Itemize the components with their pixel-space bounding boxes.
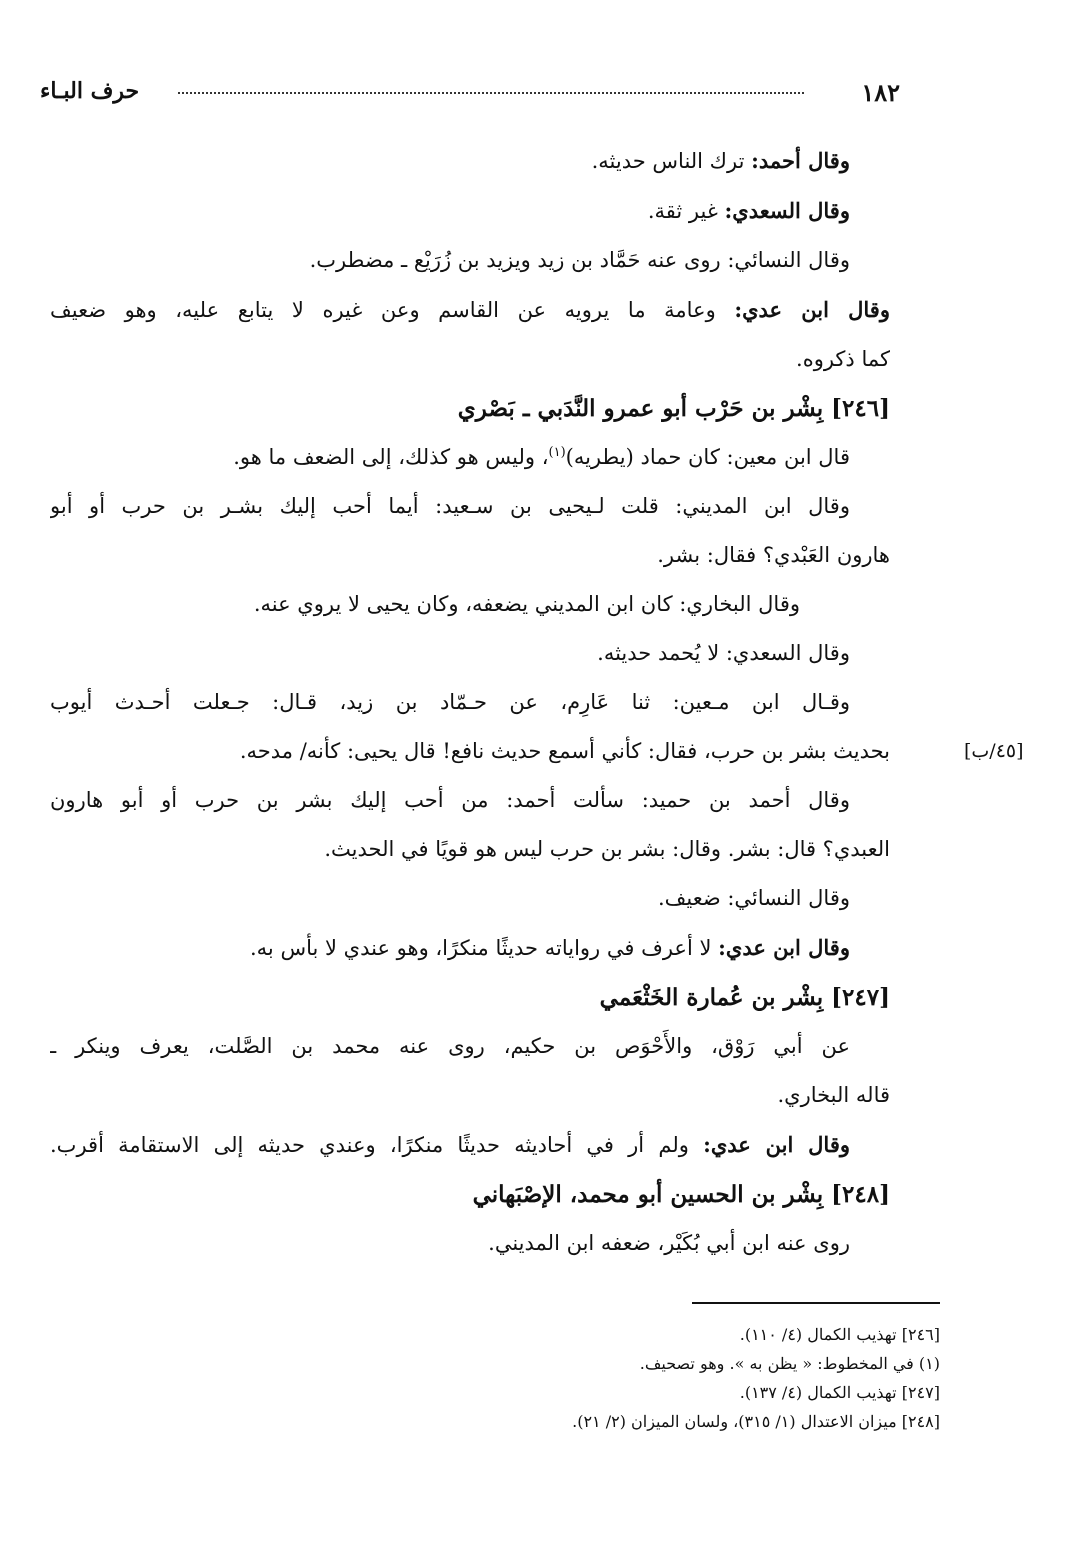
text-line: قاله البخاري. [777, 1083, 890, 1107]
text-line: وقال ابن عدي: لا أعرف في رواياته حديثًا منكرًا، وهو عندي لا بأس به. [250, 935, 850, 960]
text-line: وقال أحمد: ترك الناس حديثه. [591, 148, 850, 173]
margin-note: [٤٥/ب] [964, 740, 1024, 762]
text-line: وقال ابن عدي: وعامة ما يرويه عن القاسم وعن غيره لا يتابع عليه، وهو ضعيف [50, 297, 890, 322]
text-line: وقال ابن المديني: قلت لـيحيى بن سـعيد: أيما أحب إليك بشـر بن حرب أو أبو [50, 494, 850, 518]
entry-heading: [٢٤٧] بِشْر بن عُمارة الخَثْعَمي [599, 984, 890, 1011]
main-text [50, 136, 890, 1268]
text-line: وقال أحمد بن حميد: سألت أحمد: من أحب إليك بشر بن حرب أو أبو هارون [50, 788, 850, 812]
text-line: قال ابن معين: كان حماد (يطريه)$^{(١)}$، وليس هو كذلك، إلى الضعف ما هو. [233, 445, 850, 469]
footnote-marker: (١) [548, 445, 566, 460]
text-line: كما ذكروه. [796, 347, 890, 371]
text-line: بحديث بشر بن حرب، فقال: كأني أسمع حديث نافع! قال يحيى: كأنه/ مدحه. [239, 739, 890, 763]
footnote: [٢٤٨] ميزان الاعتدال (١/ ٣١٥)، ولسان الميزان (٢/ ٢١). [572, 1412, 940, 1431]
footnote: (١) في المخطوط: « يظن به ». وهو تصحيف. [639, 1354, 940, 1373]
entry-heading: [٢٤٨] بِشْر بن الحسين أبو محمد، الإصْبَهاني [472, 1181, 890, 1208]
text-line: هارون العَبْدي؟ فقال: بشر. [657, 543, 890, 567]
page-number: ١٨٢ [861, 78, 900, 107]
text-line: وقال النسائي: روى عنه حَمَّاد بن زيد ويزيد بن زُرَيْع ـ مضطرب. [309, 248, 850, 272]
entry-heading: [٢٤٦] بِشْر بن حَرْب أبو عمرو النَّدَبي ـ بَصْري [457, 395, 890, 422]
text-line: وقال السعدي: غير ثقة. [647, 198, 850, 223]
text-line: العبدي؟ قال: بشر. وقال: بشر بن حرب ليس هو قويًا في الحديث. [324, 837, 890, 861]
text-line: وقال النسائي: ضعيف. [657, 886, 850, 910]
footnote: [٢٤٧] تهذيب الكمال (٤/ ١٣٧). [739, 1383, 940, 1402]
footnote: [٢٤٦] تهذيب الكمال (٤/ ١١٠). [739, 1325, 940, 1344]
footnotes [140, 1320, 940, 1436]
text-line: وقال ابن عدي: ولم أر في أحاديثه حديثًا منكرًا، وعندي حديثه إلى الاستقامة أقرب. [50, 1132, 850, 1157]
footnote-separator [692, 1302, 940, 1304]
text-line: روى عنه ابن أبي بُكَيْر، ضعفه ابن المديني. [488, 1231, 850, 1255]
page-header [40, 78, 900, 108]
running-title: حرف البـاء [40, 78, 140, 104]
text-line: وقال البخاري: كان ابن المديني يضعفه، وكان يحيى لا يروي عنه. [253, 592, 800, 616]
text-line: عن أبي رَوْق، والأَحْوَص بن حكيم، روى عنه محمد بن الصَّلت، يعرف وينكر ـ [50, 1034, 850, 1058]
text-line: وقال السعدي: لا يُحمد حديثه. [597, 641, 850, 665]
header-dotted-rule [178, 92, 804, 94]
text-line: وقـال ابن مـعين: ثنا عَارِم، عن حـمّاد بن زيد، قـال: جـعلت أحـدث أيوب [50, 690, 850, 714]
